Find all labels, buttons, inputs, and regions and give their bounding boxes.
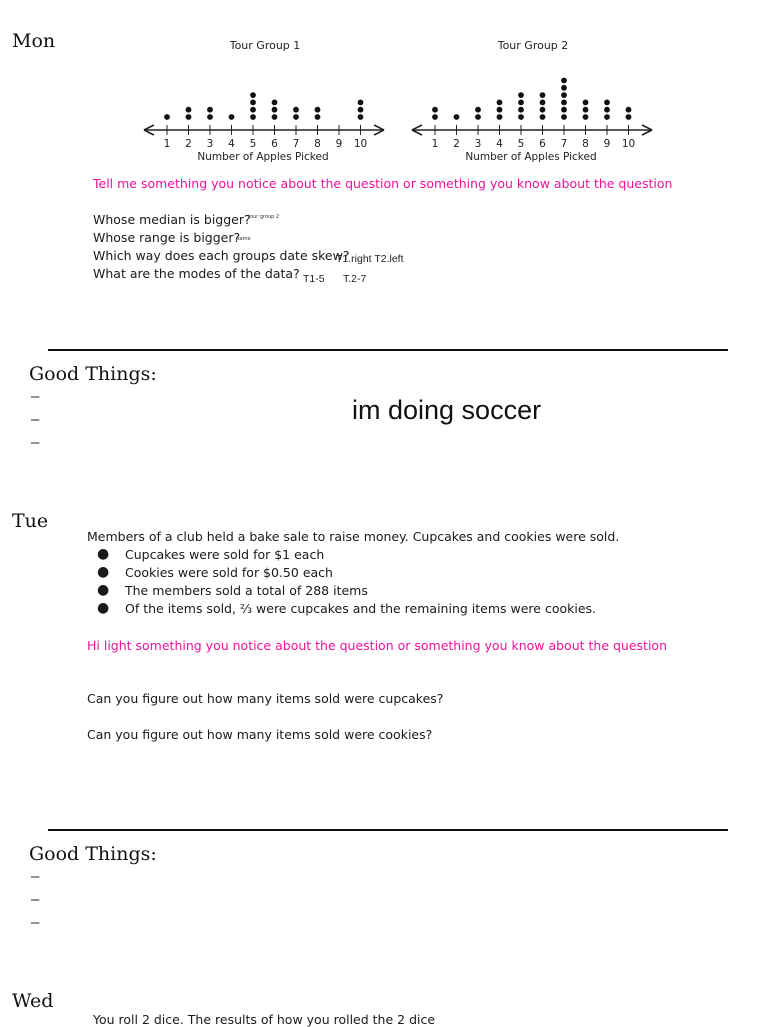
- tick-label: 9: [335, 138, 343, 150]
- data-dot: [561, 78, 567, 84]
- good-things-dash: –: [31, 914, 40, 931]
- tick-label: 3: [206, 138, 214, 150]
- data-dot: [604, 107, 610, 113]
- data-dot: [518, 114, 524, 120]
- list-item: ● Cookies were sold for $0.50 each: [97, 564, 333, 580]
- data-dot: [207, 114, 213, 120]
- tick-label: 6: [539, 138, 546, 150]
- tick-label: 4: [228, 138, 235, 150]
- data-dot: [604, 100, 610, 106]
- chart-title: Tour Group 1: [229, 39, 301, 52]
- wednesday-intro: You roll 2 dice. The results of how you rolled the 2 dice: [93, 1012, 436, 1027]
- day-label-tuesday: Tue: [12, 510, 49, 532]
- data-dot: [272, 100, 278, 106]
- tick-label: 4: [496, 138, 503, 150]
- data-dot: [358, 107, 364, 113]
- tick-label: 9: [603, 138, 611, 150]
- tick-label: 7: [560, 138, 568, 150]
- data-dot: [358, 114, 364, 120]
- data-dot: [250, 100, 256, 106]
- tick-label: 10: [621, 138, 636, 150]
- data-dot: [250, 107, 256, 113]
- data-dot: [454, 114, 460, 120]
- tick-label: 8: [582, 138, 589, 150]
- data-dot: [604, 114, 610, 120]
- list-item: ● The members sold a total of 288 items: [97, 582, 368, 598]
- data-dot: [540, 107, 546, 113]
- data-dot: [626, 107, 632, 113]
- good-things-dash: –: [31, 891, 40, 908]
- data-dot: [583, 107, 589, 113]
- bullet-icon: ●: [97, 600, 110, 616]
- data-dot: [272, 114, 278, 120]
- bullet-icon: ●: [97, 546, 110, 562]
- list-item: ● Cupcakes were sold for $1 each: [97, 546, 325, 562]
- good-things-dash: –: [31, 411, 40, 428]
- tuesday-prompt: Hi light something you notice about the question or something you know about the question: [87, 638, 667, 653]
- data-dot: [250, 92, 256, 98]
- data-dot: [583, 114, 589, 120]
- data-dot: [540, 100, 546, 106]
- data-dot: [497, 100, 503, 106]
- data-dot: [518, 92, 524, 98]
- question-range: Whose range is bigger?: [93, 230, 241, 245]
- day-label-wednesday: Wed: [12, 990, 54, 1012]
- tick-label: 10: [353, 138, 368, 150]
- good-things-dash: –: [31, 868, 40, 885]
- dot-plot-tour-group-1: [140, 34, 390, 170]
- data-dot: [475, 107, 481, 113]
- chart-title: Tour Group 2: [497, 39, 569, 52]
- answer-range: same: [237, 236, 251, 242]
- data-dot: [561, 85, 567, 91]
- data-dot: [475, 114, 481, 120]
- data-dot: [315, 114, 321, 120]
- answer-modes-group-1: T1-5: [303, 273, 325, 285]
- question-cookies: Can you figure out how many items sold were cookies?: [87, 727, 433, 742]
- question-median: Whose median is bigger?: [93, 212, 251, 227]
- tick-label: 3: [474, 138, 482, 150]
- tick-label: 5: [249, 138, 257, 150]
- dot-plot-tour-group-2: [408, 34, 658, 170]
- data-dot: [497, 114, 503, 120]
- data-dot: [186, 114, 192, 120]
- data-dot: [540, 92, 546, 98]
- data-dot: [272, 107, 278, 113]
- answer-modes-group-2: T.2-7: [343, 273, 367, 285]
- tick-label: 6: [271, 138, 278, 150]
- x-axis-label: Number of Apples Picked: [465, 151, 597, 163]
- data-dot: [518, 107, 524, 113]
- data-dot: [315, 107, 321, 113]
- answer-skew: T1.right T2.left: [336, 253, 404, 265]
- good-things-dash: –: [31, 434, 40, 451]
- data-dot: [186, 107, 192, 113]
- section-divider: [48, 349, 728, 351]
- data-dot: [561, 107, 567, 113]
- good-things-title-monday: Good Things:: [29, 363, 157, 385]
- tick-label: 2: [185, 138, 192, 150]
- bullet-icon: ●: [97, 564, 110, 580]
- data-dot: [497, 107, 503, 113]
- data-dot: [164, 114, 170, 120]
- day-label-monday: Mon: [12, 30, 56, 52]
- monday-prompt: Tell me something you notice about the question or something you know about the question: [93, 176, 673, 191]
- tick-label: 1: [431, 138, 439, 150]
- data-dot: [540, 114, 546, 120]
- tick-label: 8: [314, 138, 321, 150]
- data-dot: [358, 100, 364, 106]
- question-cupcakes: Can you figure out how many items sold were cupcakes?: [87, 691, 444, 706]
- question-skew: Which way does each groups date skew?: [93, 248, 350, 263]
- data-dot: [561, 92, 567, 98]
- data-dot: [293, 114, 299, 120]
- data-dot: [432, 107, 438, 113]
- tick-label: 2: [453, 138, 460, 150]
- question-modes: What are the modes of the data?: [93, 266, 300, 281]
- data-dot: [207, 107, 213, 113]
- tick-label: 7: [292, 138, 300, 150]
- bullet-icon: ●: [97, 582, 110, 598]
- section-divider: [48, 829, 728, 831]
- list-item: ● Of the items sold, ⅔ were cupcakes and the remaining items were cookies.: [97, 600, 596, 616]
- data-dot: [229, 114, 235, 120]
- data-dot: [293, 107, 299, 113]
- data-dot: [626, 114, 632, 120]
- good-things-note: im doing soccer: [352, 395, 542, 425]
- good-things-dash: –: [31, 388, 40, 405]
- tuesday-intro: Members of a club held a bake sale to raise money. Cupcakes and cookies were sold.: [87, 529, 620, 544]
- data-dot: [432, 114, 438, 120]
- answer-median: tour group 2: [248, 214, 280, 220]
- data-dot: [518, 100, 524, 106]
- good-things-title-tuesday: Good Things:: [29, 843, 157, 865]
- data-dot: [561, 114, 567, 120]
- data-dot: [561, 100, 567, 106]
- data-dot: [250, 114, 256, 120]
- data-dot: [583, 100, 589, 106]
- tick-label: 5: [517, 138, 525, 150]
- x-axis-label: Number of Apples Picked: [197, 151, 329, 163]
- tick-label: 1: [163, 138, 171, 150]
